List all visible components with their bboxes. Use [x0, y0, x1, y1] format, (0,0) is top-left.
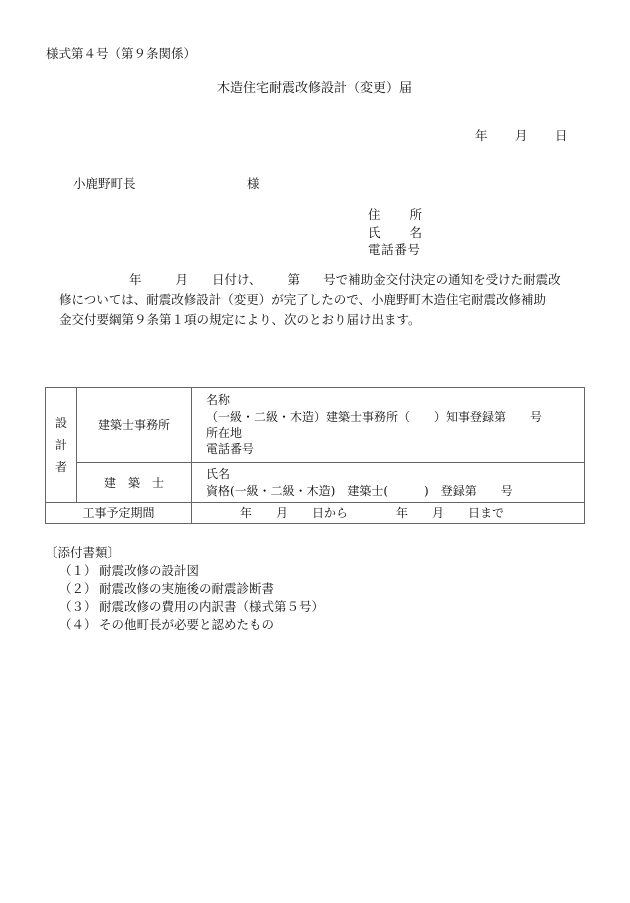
schedule-value: 年 月 日から 年 月 日まで	[192, 503, 585, 524]
office-location-label: 所在地	[206, 426, 243, 440]
office-phone-label: 電話番号	[206, 442, 255, 457]
addressee-name: 小鹿野町長	[73, 176, 136, 191]
office-label: 建築士事務所	[77, 388, 192, 463]
architect-qualification: 資格(一級・二級・木造) 建築士( ) 登録第 号	[206, 483, 513, 498]
office-registration: （一級・二級・木造）建築士事務所（ ）知事登録第 号	[206, 409, 543, 424]
architect-label: 建 築 士	[77, 463, 192, 503]
architect-details	[192, 463, 585, 503]
date-month-label: 月	[515, 128, 528, 143]
date-line	[0, 130, 630, 146]
applicant-phone-label: 電話番号	[368, 242, 420, 257]
date-year-label: 年	[475, 128, 488, 143]
attachments-heading: 〔添付書類〕	[45, 545, 121, 560]
designer-header: 設 計 者	[46, 388, 77, 503]
office-name-label: 名称	[206, 393, 231, 408]
applicant-name-label: 氏名	[368, 225, 422, 240]
form-number: 様式第４号（第９条関係）	[46, 46, 197, 61]
document-title: 木造住宅耐震改修設計（変更）届	[217, 81, 413, 96]
addressee-suffix: 様	[247, 176, 260, 191]
date-day-label: 日	[555, 128, 568, 143]
schedule-label: 工事予定期間	[46, 503, 192, 524]
applicant-address-label: 住所	[368, 207, 422, 222]
attachment-item: （４） その他町長が必要と認めたもの	[59, 617, 275, 632]
architect-name-label: 氏名	[206, 467, 231, 482]
body-paragraph-line-2: 修については、耐震改修設計（変更）が完了したので、小鹿野町木造住宅耐震改修補助	[59, 292, 547, 307]
designer-table	[45, 387, 585, 524]
office-details	[192, 388, 585, 463]
attachment-item: （２） 耐震改修の実施後の耐震診断書	[59, 581, 275, 596]
body-paragraph-line-3: 金交付要綱第９条第１項の規定により、次のとおり届け出ます。	[59, 312, 421, 327]
attachment-item: （１） 耐震改修の設計図	[59, 563, 200, 578]
attachment-item: （３） 耐震改修の費用の内訳書（様式第５号）	[59, 599, 325, 614]
body-paragraph-line-1: 年 月 日付け、 第 号で補助金交付決定の通知を受けた耐震改	[129, 272, 561, 287]
